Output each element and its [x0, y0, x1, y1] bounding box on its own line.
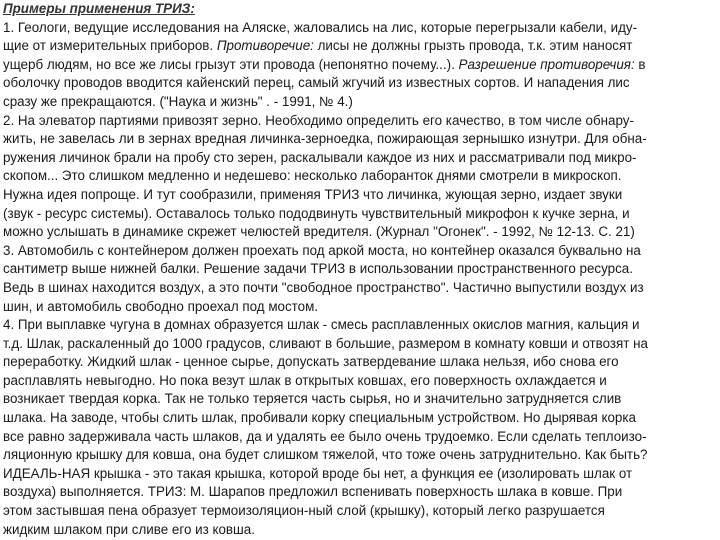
text-line: сантиметр выше нижней балки. Решение задачи ТРИЗ в использовании пространственного ресурса.: [3, 261, 633, 277]
text-segment: щие от измерительных приборов.: [3, 38, 217, 54]
text-line: скопом... Это слишком медленно и недешево: несколько лаборанток днями смотрели в микроскоп.: [3, 168, 622, 184]
text-line: возникает твердая корка. Так не только теряется часть сырья, но и значительно затрудняется слив: [3, 391, 622, 407]
text-line: 4. При выплавке чугуна в домнах образуется шлак - смесь расплавленных окислов магния, кальция и: [3, 317, 640, 333]
text-line: шлака. На заводе, чтобы слить шлак, пробивали корку специальным устройством. Но дырявая корка: [3, 410, 636, 426]
text-segment: ущерб людям, но все же лисы грызут эти провода (непонятно почему...).: [3, 56, 459, 72]
text-line: жить, не завелась ли в зернах вредная личинка-зерноедка, пожирающая зернышко изнутри. Для обна-: [3, 131, 647, 147]
text-line: Ведь в шинах находится воздух, а это почти "свободное пространство". Частично выпустили воздух из: [3, 279, 644, 295]
text-line: т.д. Шлак, раскаленный до 1000 градусов, сливают в большие, размером в комнату ковши и отвозят на: [3, 335, 648, 351]
slide-title: Примеры применения ТРИЗ:: [3, 1, 195, 16]
text-line: можно услышать в динамике скрежет челюстей вредителя. (Журнал "Огонек". - 1992, № 12-13. С. 21): [3, 224, 635, 240]
text-line: Нужна идея попроще. И тут сообразили, применяя ТРИЗ что личинка, жующая зерно, издает звуки: [3, 186, 623, 202]
resolution-text: в: [634, 56, 646, 72]
text-line: ИДЕАЛЬ-НАЯ крышка - это такая крышка, которой вроде бы нет, а функция ее (изолировать шлак от: [3, 465, 633, 481]
text-line: шин, и автомобиль свободно проехал под мостом.: [3, 298, 319, 314]
text-line: оболочку проводов вводится кайенский перец, самый жгучий из известных сортов. И нападения лис: [3, 75, 630, 91]
text-line: 2. На элеватор партиями привозят зерно. Необходимо определить его качество, в том числе обнару-: [3, 112, 634, 128]
text-line: 3. Автомобиль с контейнером должен проехать под аркой моста, но контейнер оказался буквально на: [3, 242, 641, 258]
text-line: все равно задерживала часть шлаков, да и удалять ее было очень трудоемко. Если сделать теплоизо-: [3, 428, 647, 444]
text-line: ружения личинок брали на пробу сто зерен, раскалывали каждое из них и рассматривали под микро-: [3, 149, 637, 165]
text-line: ляционную крышку для ковша, она будет слишком тяжелой, что тоже очень затруднительно. Как быть?: [3, 447, 648, 463]
text-line: жидким шлаком при сливе его из ковша.: [3, 521, 255, 537]
text-line: воздуха) выполняется. ТРИЗ: М. Шарапов предложил вспенивать поверхность шлака в ковше. При: [3, 484, 623, 500]
contradiction-text: лисы не должны грызть провода, т.к. этим наносят: [313, 38, 633, 54]
contradiction-label: Противоречие:: [216, 38, 314, 54]
text-line: (звук - ресурс системы). Оставалось только пододвинуть чувствительный микрофон к кучке зерна, и: [3, 205, 630, 221]
resolution-label: Разрешение противоречия:: [458, 56, 635, 72]
text-line: переработку. Жидкий шлак - ценное сырье, допускать затвердевание шлака нельзя, ибо снова его: [3, 354, 619, 370]
text-line: 1. Геологи, ведущие исследования на Аляске, жаловались на лис, которые перегрызали кабели, иду-: [3, 19, 638, 35]
text-line: расплавлять невыгодно. Но пока везут шлак в открытых ковшах, его поверхность охлаждается и: [3, 372, 607, 388]
text-line: сразу же прекращаются. ("Наука и жизнь" . - 1991, № 4.): [3, 93, 353, 109]
text-line: [3, 37, 715, 56]
text-line: [3, 56, 715, 75]
slide-text-block: [3, 0, 715, 539]
text-line: этом застывшая пена образует термоизоляцион-ный слой (крышку), который легко разрушается: [3, 503, 605, 519]
